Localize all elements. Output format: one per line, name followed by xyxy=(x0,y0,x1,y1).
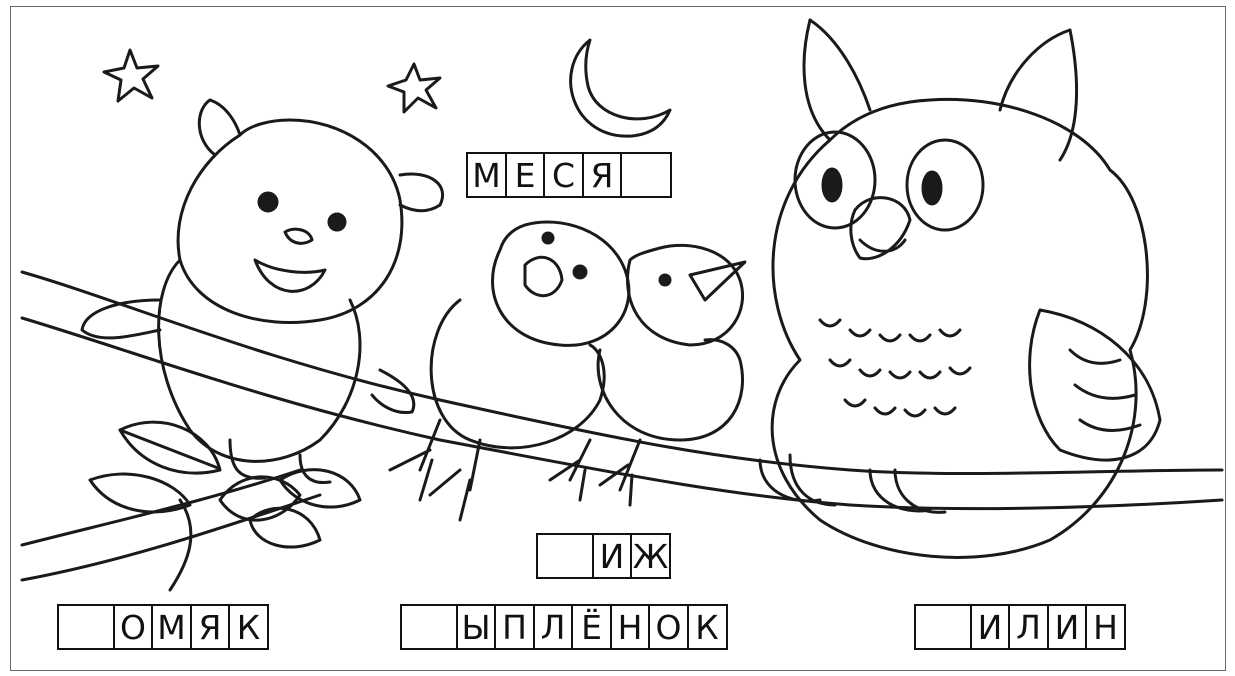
letter-cell: П xyxy=(494,604,535,650)
letter-cell: Ж xyxy=(630,533,671,579)
owl-illustration xyxy=(760,20,1160,557)
letter-cell: И xyxy=(592,533,633,579)
letter-cell: И xyxy=(970,604,1011,650)
letter-cell: Е xyxy=(505,152,546,198)
blank-letter-cell[interactable] xyxy=(536,533,594,579)
letter-cell: Ё xyxy=(571,604,612,650)
star-icon xyxy=(388,64,440,112)
letter-cell: С xyxy=(543,152,584,198)
letter-cell: Л xyxy=(1008,604,1049,650)
letter-cell: Н xyxy=(610,604,651,650)
letter-cell: М xyxy=(151,604,192,650)
letter-cell: Я xyxy=(582,152,623,198)
word-bird xyxy=(536,533,671,579)
letter-cell: М xyxy=(466,152,507,198)
blank-letter-cell[interactable] xyxy=(400,604,458,650)
star-icon xyxy=(104,50,158,101)
letter-cell: О xyxy=(113,604,154,650)
letter-cell: К xyxy=(228,604,269,650)
word-hamster xyxy=(57,604,269,650)
letter-cell: И xyxy=(1047,604,1088,650)
blank-letter-cell[interactable] xyxy=(620,152,672,198)
blank-letter-cell[interactable] xyxy=(914,604,972,650)
moon-icon xyxy=(571,40,670,136)
word-chick xyxy=(400,604,728,650)
letter-cell: К xyxy=(687,604,728,650)
word-moon xyxy=(466,152,672,198)
word-owl xyxy=(914,604,1126,650)
blank-letter-cell[interactable] xyxy=(57,604,115,650)
letter-cell: Ы xyxy=(456,604,497,650)
letter-cell: Л xyxy=(533,604,574,650)
chick-illustration xyxy=(390,222,745,520)
letter-cell: О xyxy=(648,604,689,650)
letter-cell: Н xyxy=(1085,604,1126,650)
letter-cell: Я xyxy=(190,604,231,650)
